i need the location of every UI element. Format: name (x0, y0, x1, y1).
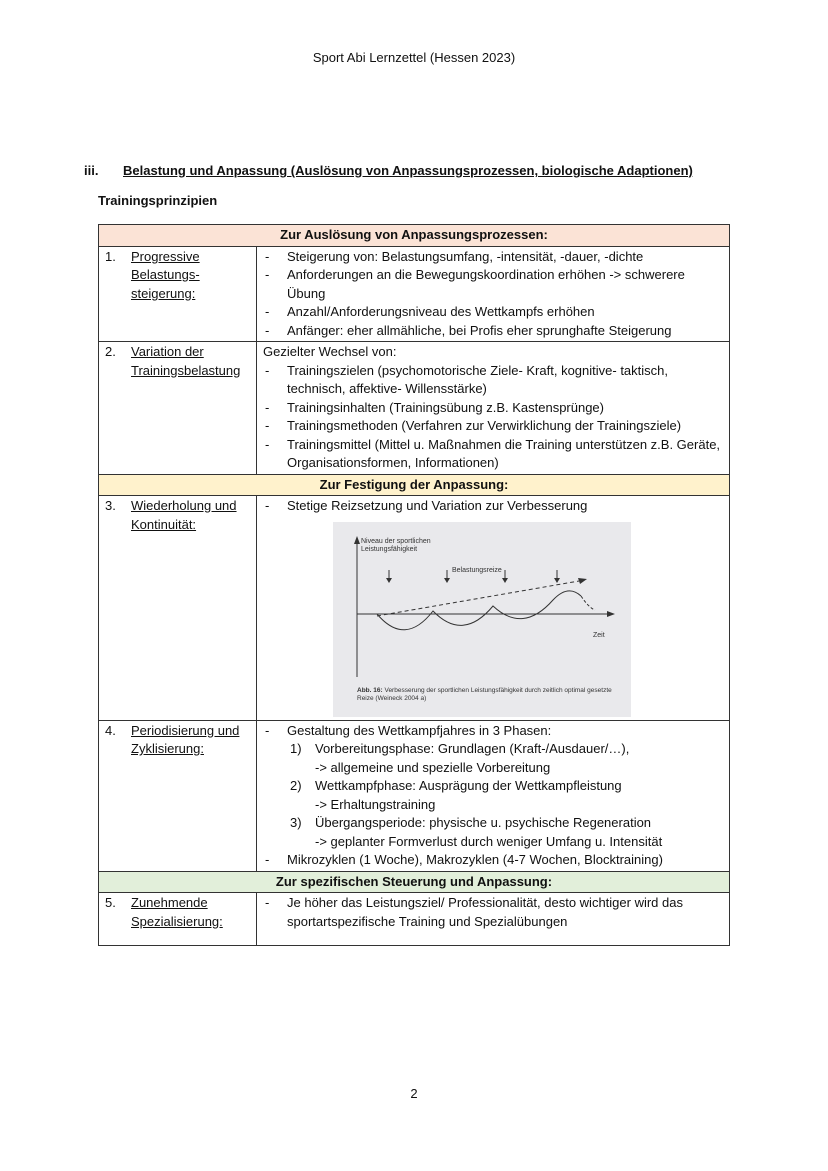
subheading: Trainingsprinzipien (98, 193, 218, 208)
principle-content-cell (257, 893, 730, 946)
principle-number: 2. (105, 344, 116, 359)
band-row (99, 225, 730, 247)
principle-content-cell (257, 496, 730, 721)
list-item: - Anforderungen an die Bewegungskoordination erhöhen -> schwerere Übung (263, 266, 723, 303)
principle-label (131, 722, 239, 759)
label-line: Zyklisierung: (131, 741, 204, 756)
principle-label (131, 343, 240, 380)
principles-table (98, 224, 730, 946)
list-item: - Trainingsmittel (Mittel u. Maßnahmen die Training unterstützen z.B. Geräte, Organisationsformen, Informationen) (263, 436, 723, 473)
principle-number: 4. (105, 722, 116, 738)
trend-line (377, 581, 579, 616)
list-item: - Anzahl/Anforderungsniveau des Wettkampfs erhöhen (263, 303, 723, 322)
table-row (99, 893, 730, 946)
phase-list (287, 740, 723, 851)
principle-content-cell (257, 720, 730, 871)
list-item: - Je höher das Leistungsziel/ Professionalität, desto wichtiger wird das sportartspezifische Training und Spezialübungen (263, 894, 723, 931)
label-line: Kontinuität: (131, 516, 197, 532)
principle-number: 5. (105, 895, 116, 910)
phase-number: 3) (290, 815, 302, 830)
figure-caption-text: Verbesserung der sportlichen Leistungsfähigkeit durch zeitlich optimal gesetzte Reize (Weineck 2004 a) (357, 686, 612, 702)
principle-label-cell (99, 496, 257, 721)
band-row (99, 474, 730, 496)
principle-number: 1. (105, 248, 116, 264)
figure-y-label-line: Leistungsfähigkeit (361, 545, 418, 553)
stimulus-arrow-head (386, 578, 392, 583)
band-header: Zur Festigung der Anpassung: (99, 474, 730, 496)
list-item: - Trainingsmethoden (Verfahren zur Verwirklichung der Trainingsziele) (263, 417, 723, 436)
principle-label (131, 497, 237, 534)
decline-curve (581, 596, 595, 610)
figure-reize-label: Belastungsreize (452, 566, 502, 574)
principle-label-cell (99, 893, 257, 946)
list-item: - Trainingszielen (psychomotorische Ziele- Kraft, kognitive- taktisch, technisch, affektive- Willensstärke) (263, 362, 723, 399)
principle-label (131, 894, 223, 931)
figure-caption (357, 687, 625, 703)
list-item (263, 722, 723, 852)
section-number: iii. (84, 163, 99, 178)
figure-x-label: Zeit (593, 631, 605, 639)
adaptation-figure (333, 522, 631, 717)
label-line: Wiederholung und (131, 498, 237, 513)
phase-text: Übergangsperiode: physische u. psychische Regeneration (315, 815, 652, 830)
figure-y-label (361, 538, 431, 554)
phase-text: Wettkampfphase: Ausprägung der Wettkampfleistung (315, 778, 622, 793)
list-item: - Mikrozyklen (1 Woche), Makrozyklen (4-7 Wochen, Blocktraining) (263, 851, 723, 870)
band-row (99, 871, 730, 893)
principle-label-cell (99, 342, 257, 475)
table-row (99, 342, 730, 475)
phase-subtext: -> allgemeine und spezielle Vorbereitung (315, 759, 551, 775)
phase-text: Vorbereitungsphase: Grundlagen (Kraft-/Ausdauer/…), (315, 741, 630, 756)
figure-caption-number: Abb. 16: (357, 686, 383, 694)
band-header: Zur spezifischen Steuerung und Anpassung: (99, 871, 730, 893)
y-axis-arrow (354, 536, 360, 544)
label-line: Spezialisierung: (131, 913, 223, 929)
principle-label-cell (99, 246, 257, 342)
figure-y-label-line: Niveau der sportlichen (361, 537, 431, 545)
principle-content-cell (257, 342, 730, 475)
stimulus-arrow-head (554, 578, 560, 583)
phase-item (287, 814, 723, 851)
principle-number: 3. (105, 498, 116, 513)
section-title: Belastung und Anpassung (Auslösung von Anpassungsprozessen, biologische Adaptionen) (123, 163, 693, 178)
phase-number: 2) (290, 778, 302, 793)
phase-item (287, 777, 723, 814)
trend-arrow (578, 578, 587, 584)
section-heading (84, 163, 693, 178)
stimulus-arrow-head (502, 578, 508, 583)
list-item: - Stetige Reizsetzung und Variation zur Verbesserung (263, 497, 723, 516)
list-item: - Trainingsinhalten (Trainingsübung z.B. Kastensprünge) (263, 399, 723, 418)
phase-number: 1) (290, 741, 302, 756)
table-row (99, 246, 730, 342)
x-axis-arrow (607, 611, 615, 617)
phase-subtext: -> Erhaltungstraining (315, 796, 436, 812)
phase-subtext: -> geplanter Formverlust durch weniger Umfang u. Intensität (315, 833, 663, 849)
principle-label (131, 248, 200, 304)
label-line: Belastungs- (131, 267, 200, 282)
page-header: Sport Abi Lernzettel (Hessen 2023) (312, 50, 516, 65)
label-line: Progressive (131, 248, 200, 264)
label-line: Trainingsbelastung (131, 362, 241, 378)
page-number: 2 (410, 1086, 418, 1101)
table-row (99, 720, 730, 871)
content-intro: Gezielter Wechsel von: (263, 344, 397, 359)
list-item: - Anfänger: eher allmähliche, bei Profis eher sprunghafte Steigerung (263, 322, 723, 341)
list-item: - Steigerung von: Belastungsumfang, -intensität, -dauer, -dichte (263, 248, 723, 267)
stimulus-arrow-head (444, 578, 450, 583)
principle-content-cell (257, 246, 730, 342)
phase-item (287, 740, 723, 777)
label-line: Zunehmende (131, 895, 208, 910)
label-line: steigerung: (131, 285, 196, 301)
label-line: Variation der (131, 344, 204, 359)
list-item-text: Gestaltung des Wettkampfjahres in 3 Phasen: (287, 722, 552, 738)
principle-label-cell (99, 720, 257, 871)
band-header: Zur Auslösung von Anpassungsprozessen: (99, 225, 730, 247)
table-row (99, 496, 730, 721)
label-line: Periodisierung und (131, 722, 240, 738)
